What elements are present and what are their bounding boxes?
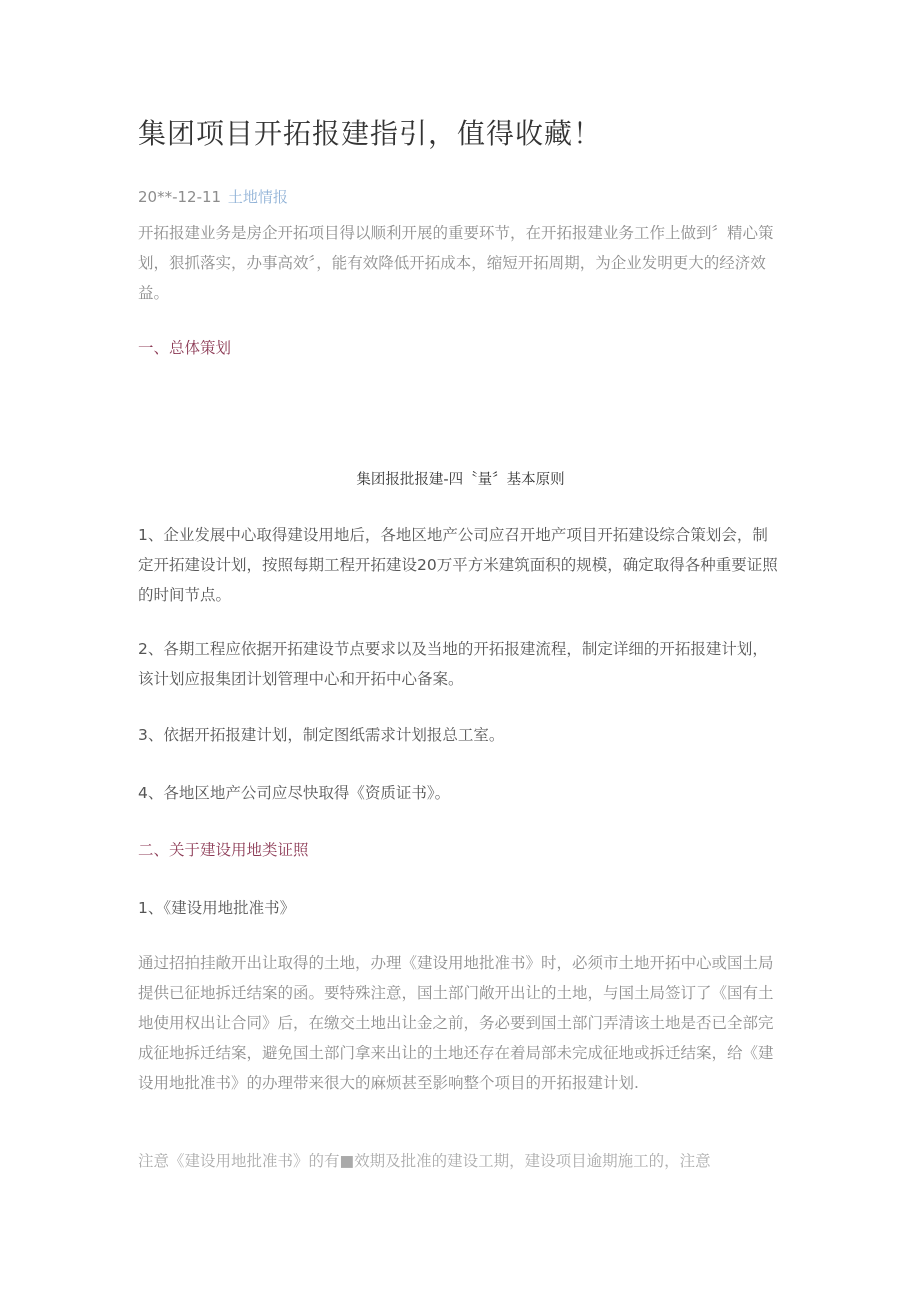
list-item-1: 1、企业发展中心取得建设用地后，各地区地产公司应召开地产项目开拓建设综合策划会，制定开拓建设计划，按照每期工程开拓建设20万平方米建筑面积的规模，确定取得各种重要证照的时间节点。 [138,526,778,604]
subheading-land-approval: 1、《建设用地批准书》 [138,899,296,917]
article [138,0,783,1302]
note-paragraph: 注意《建设用地批准书》的有■效期及批准的建设工期，建设项目逾期施工的，注意 [138,1152,711,1170]
center-heading: 集团报批报建-四〝量〞基本原则 [356,472,565,488]
intro-paragraph: 开拓报建业务是房企开拓项目得以顺利开展的重要环节，在开拓报建业务工作上做到〞精心策划，狠抓落实，办事高效〞，能有效降低开拓成本，缩短开拓周期，为企业发明更大的经济效益。 [138,224,774,302]
article-date: 20**-12-11 [138,188,222,206]
list-item-4: 4、各地区地产公司应尽快取得《资质证书》。 [138,784,451,802]
article-source-link[interactable]: 土地情报 [227,188,288,206]
section-heading-overall-planning: 一、总体策划 [138,339,232,357]
article-title: 集团项目开拓报建指引，值得收藏！ [138,117,603,150]
section-heading-land-permits: 二、关于建设用地类证照 [138,841,309,859]
article-meta [138,186,288,207]
list-item-3: 3、依据开拓报建计划，制定图纸需求计划报总工室。 [138,726,505,744]
list-item-2: 2、各期工程应依据开拓建设节点要求以及当地的开拓报建流程，制定详细的开拓报建计划，该计划应报集团计划管理中心和开拓中心备案。 [138,640,768,688]
body-paragraph-land-approval: 通过招拍挂敞开出让取得的土地，办理《建设用地批准书》时，必须市土地开拓中心或国土局提供已征地拆迁结案的函。要特殊注意，国土部门敞开出让的土地，与国土局签订了《国有土地使用权出让合同》后，在缴交土地出让金之前，务必要到国土部门弄清该土地是否已全部完成征地拆迁结案，避免国土部门拿来出让的土地还存在着局部未完成征地或拆迁结案，给《建设用地批准书》的办理带来很大的麻烦甚至影响整个项目的开拓报建计划. [138,954,774,1092]
